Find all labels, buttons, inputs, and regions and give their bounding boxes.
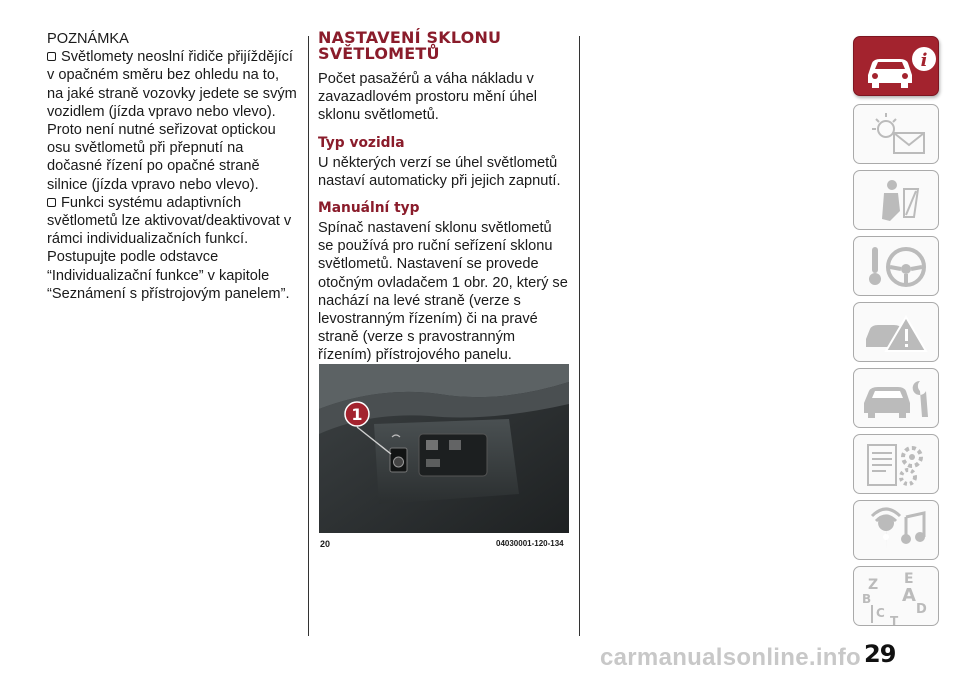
car-info-icon: [854, 37, 940, 97]
index-letter-e: E: [904, 571, 914, 587]
document-gears-icon: [854, 435, 940, 495]
tab-starting-driving[interactable]: [853, 236, 939, 296]
dashboard-switch-illustration: [319, 364, 569, 533]
middle-column: [318, 30, 570, 365]
steering-wheel-icon: [854, 237, 940, 297]
watermark: carmanualsonline.info: [600, 644, 862, 671]
index-letter-b: B: [862, 592, 872, 606]
note-item-2-text: Funkci systému adaptivních světlometů lze aktivovat/deaktivovat v rámci individualizačních funkcí. Postupujte podle odstavce “Individualizační funkce” v kapitole “Seznámení s přístrojovým panelem”.: [47, 194, 292, 302]
tab-lights-messages[interactable]: [853, 104, 939, 164]
car-wrench-icon: [854, 369, 940, 429]
alphabetical-index-icon: [854, 567, 940, 627]
note-item-1: [47, 48, 299, 194]
manual-type-paragraph: Spínač nastavení sklonu světlometů se používá pro ruční seřízení sklonu světlometů. Nastavení se provede otočným ovladačem 1 obr. 20, který se nachází na levé straně (verze s levostranným řízením) či na pravé straně (verze s pravostranným řízením) přístrojového panelu.: [318, 220, 568, 364]
tab-emergency[interactable]: [853, 302, 939, 362]
figure-number: 20: [320, 539, 331, 549]
subheading-vehicle-type: Typ vozidla: [318, 134, 405, 151]
tab-multimedia[interactable]: [853, 500, 939, 560]
left-column: [47, 30, 299, 303]
index-letter-d: D: [916, 602, 927, 617]
tab-index[interactable]: [853, 566, 939, 626]
index-letter-z: Z: [868, 577, 879, 593]
intro-paragraph: Počet pasažérů a váha nákladu v zavazadlovém prostoru mění úhel sklonu světlometů.: [318, 71, 538, 124]
index-letter-a: A: [902, 585, 916, 606]
tab-safety[interactable]: [853, 170, 939, 230]
subheading-manual-type: Manuální typ: [318, 200, 420, 217]
checkbox-bullet-icon: [47, 198, 56, 207]
column-divider-left: [308, 36, 309, 636]
vehicle-type-paragraph: U některých verzí se úhel světlometů nastaví automaticky při jejich zapnutí.: [318, 154, 561, 189]
callout-number: 1: [351, 405, 363, 424]
column-divider-right: [579, 36, 580, 636]
tab-technical-data[interactable]: [853, 434, 939, 494]
note-item-1-text: Světlomety neoslní řidiče přijíždějící v opačném směru bez ohledu na to, na jaké straně vozovky jedete se svým vozidlem (jízda vpravo nebo vlevo). Proto není nutné seřizovat optickou osu světlometů při přepnutí na dočasné řízení po opačné straně silnice (jízda vpravo nebo vlevo).: [47, 49, 297, 193]
index-letter-t: T: [890, 614, 899, 627]
safety-seat-icon: [854, 171, 940, 231]
dashboard-photo: [319, 364, 569, 533]
figure-code: 04030001-120-134: [496, 539, 564, 548]
emergency-car-icon: [854, 303, 940, 363]
page-number: 29: [864, 640, 896, 668]
multimedia-icon: [854, 501, 940, 561]
index-letter-c: C: [876, 606, 885, 620]
checkbox-bullet-icon: [47, 52, 56, 61]
section-heading: NASTAVENÍ SKLONU SVĚTLOMETŮ: [318, 28, 502, 63]
info-glyph: i: [920, 50, 928, 71]
tab-maintenance[interactable]: [853, 368, 939, 428]
tab-car-info[interactable]: [853, 36, 939, 96]
note-item-2: [47, 194, 299, 303]
lights-messages-icon: [854, 105, 940, 165]
note-title: POZNÁMKA: [47, 31, 129, 47]
